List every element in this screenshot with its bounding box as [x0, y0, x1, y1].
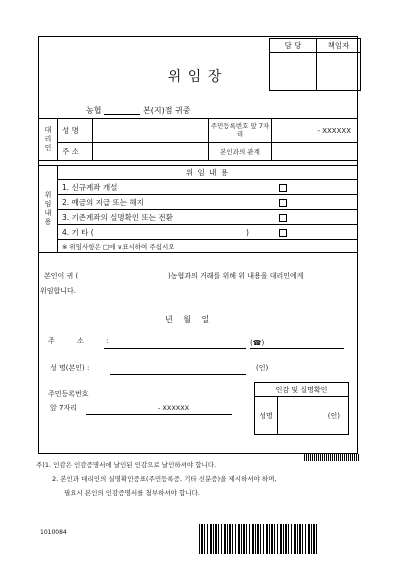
delegation-item-1[interactable]	[58, 180, 358, 195]
principal-address-line[interactable]	[104, 348, 246, 349]
principal-rrn-label-1: 주민등록번호	[48, 390, 89, 398]
branch-suffix: 본(지)점 귀중	[143, 106, 191, 115]
barcode	[199, 524, 319, 554]
agent-rrn-label: 주민등록번호 앞 7자리	[209, 119, 272, 143]
corner-bar-pattern	[304, 454, 360, 461]
delegation-item-3-label: 3. 기존계좌의 실명확인 또는 전환	[62, 212, 173, 222]
delegation-item-3[interactable]	[58, 210, 358, 225]
principal-phone-line[interactable]	[250, 348, 344, 349]
agent-table	[38, 118, 358, 161]
seal-box-header: 인감 및 실명확인	[255, 383, 349, 397]
agent-name-field[interactable]	[93, 119, 209, 143]
delegation-item-4-checkbox[interactable]	[279, 229, 287, 237]
delegation-header: 위 임 내 용	[58, 166, 358, 180]
branch-name-line[interactable]	[104, 114, 140, 115]
principal-name-label: 성 명(본인) :	[50, 364, 90, 372]
date-line: 년 월 일	[165, 315, 210, 324]
principal-seal: (인)	[256, 364, 269, 372]
principal-phone-label: (☎)	[250, 339, 265, 347]
delegation-item-2-label: 2. 예금의 지급 또는 해지	[62, 197, 144, 207]
delegation-note: ※ 위임사항은 □에 ∨표시하여 주십시오	[58, 240, 358, 253]
agent-relation-label: 본인과의 관계	[209, 143, 272, 161]
branch-bank: 농협	[86, 106, 102, 115]
statement-line2: 위임합니다.	[40, 287, 77, 295]
approval-manager-header: 책임자	[317, 39, 361, 53]
agent-name-label: 성 명	[58, 119, 93, 143]
form-code: 1010084	[40, 529, 67, 536]
delegation-item-4[interactable]	[58, 225, 358, 240]
agent-rrn-field[interactable]: - XXXXXX	[272, 119, 358, 143]
seal-box-seal-cell[interactable]: (인)	[278, 397, 349, 435]
page-title: 위 임 장	[167, 69, 223, 85]
note-line2: 2. 본인과 대리인의 실명확인증표(주민등록증, 기타 신분증)을 제시하셔야 하며,	[52, 475, 277, 483]
delegation-item-3-checkbox[interactable]	[279, 214, 287, 222]
delegation-table	[38, 165, 358, 253]
note-line1: 주)1. 인감은 인감증명서에 날인된 인감으로 날인하셔야 합니다.	[36, 461, 217, 469]
seal-box	[254, 382, 349, 435]
delegation-item-2-checkbox[interactable]	[279, 199, 287, 207]
delegation-item-4-label: 4. 기 타 (	[62, 227, 94, 237]
seal-box-name-label: 성명	[255, 397, 278, 435]
agent-address-label: 주 소	[58, 143, 93, 161]
delegation-item-1-label: 1. 신규계좌 개설	[62, 182, 118, 192]
statement-line1-b: )농협과의 거래를 위해 위 내용을 대리인에게	[168, 272, 304, 280]
principal-address-label: 주 소 :	[48, 337, 109, 345]
note-line3: 필요시 본인의 인감증명서를 첨부하셔야 합니다.	[64, 489, 200, 497]
principal-rrn-line[interactable]	[86, 414, 232, 415]
agent-relation-field[interactable]	[272, 143, 358, 161]
principal-rrn-label-2: 앞 7자리	[50, 404, 77, 412]
approval-staff-header: 담 당	[270, 39, 317, 53]
principal-rrn-value: - XXXXXX	[158, 404, 190, 412]
delegation-item-2[interactable]	[58, 195, 358, 210]
delegation-item-1-checkbox[interactable]	[279, 184, 287, 192]
principal-name-line[interactable]	[110, 374, 246, 375]
delegation-side-label: 위임내용	[39, 166, 58, 253]
delegation-item-4-close: )	[246, 228, 249, 237]
statement-line1-a: 본인이 귀 (	[44, 272, 79, 280]
agent-side-label: 대리인	[39, 119, 58, 161]
agent-address-field[interactable]	[93, 143, 209, 161]
